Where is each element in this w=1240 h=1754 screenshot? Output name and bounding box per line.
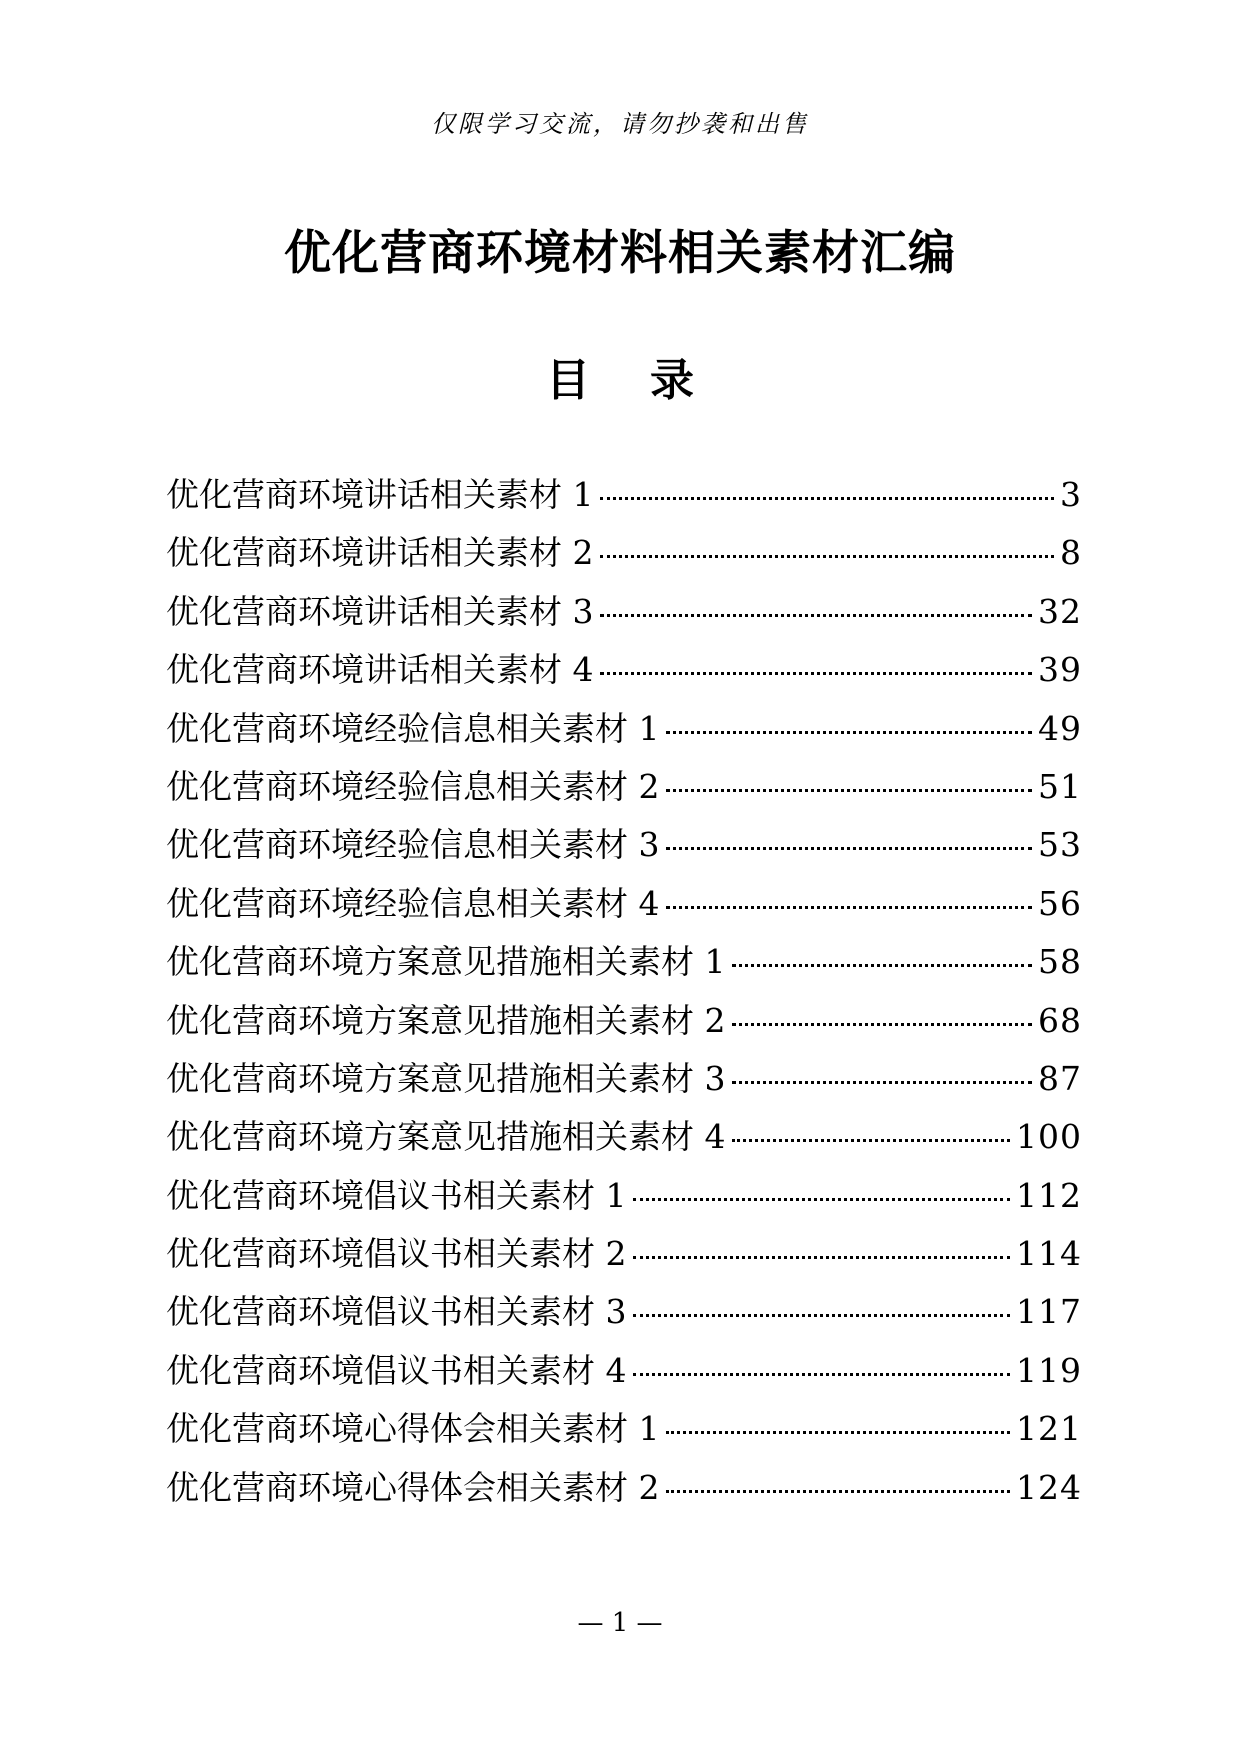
toc-item-page: 68	[1038, 1000, 1082, 1040]
toc-item[interactable]	[166, 933, 1082, 991]
toc-item[interactable]	[166, 641, 1082, 699]
toc-item[interactable]	[166, 992, 1082, 1050]
toc-dot-leader	[633, 1373, 1011, 1376]
toc-dot-leader	[666, 731, 1033, 734]
toc-dot-leader	[600, 672, 1033, 675]
toc-item-page: 39	[1038, 650, 1082, 690]
toc-item-label: 优化营商环境心得体会相关素材 2	[166, 1467, 660, 1507]
header-note: 仅限学习交流，请勿抄袭和出售	[431, 110, 809, 138]
toc-item-label: 优化营商环境倡议书相关素材 4	[166, 1350, 627, 1390]
toc-dot-leader	[732, 1081, 1033, 1084]
toc-dot-leader	[633, 1256, 1011, 1259]
toc-item-label: 优化营商环境倡议书相关素材 1	[166, 1175, 627, 1215]
toc-item[interactable]	[166, 583, 1082, 641]
page-number: — 1 —	[577, 1608, 663, 1638]
toc-dot-leader	[666, 906, 1033, 909]
toc-item[interactable]	[166, 1050, 1082, 1108]
toc-item-page: 87	[1038, 1058, 1082, 1098]
toc-heading-right: 录	[650, 355, 694, 406]
toc-item-label: 优化营商环境方案意见措施相关素材 4	[166, 1117, 726, 1157]
toc-item-label: 优化营商环境方案意见措施相关素材 3	[166, 1058, 726, 1098]
toc-list	[166, 466, 1082, 1517]
toc-item-page: 100	[1016, 1117, 1082, 1157]
toc-item-label: 优化营商环境讲话相关素材 2	[166, 533, 594, 573]
toc-item-page: 56	[1038, 883, 1082, 923]
toc-item-label: 优化营商环境方案意见措施相关素材 2	[166, 1000, 726, 1040]
toc-dot-leader	[732, 1023, 1033, 1026]
toc-item-page: 121	[1016, 1409, 1082, 1449]
toc-dot-leader	[732, 964, 1033, 967]
toc-heading-left: 目	[546, 355, 590, 406]
toc-dot-leader	[666, 789, 1033, 792]
toc-item[interactable]	[166, 1342, 1082, 1400]
toc-dot-leader	[666, 1431, 1011, 1434]
toc-item-page: 51	[1038, 766, 1082, 806]
toc-item-page: 8	[1060, 533, 1082, 573]
toc-item[interactable]	[166, 758, 1082, 816]
document-title: 优化营商环境材料相关素材汇编	[284, 226, 956, 281]
toc-item[interactable]	[166, 1283, 1082, 1341]
toc-item-page: 49	[1038, 708, 1082, 748]
toc-item-page: 124	[1016, 1467, 1082, 1507]
toc-item[interactable]	[166, 1108, 1082, 1166]
toc-item-page: 58	[1038, 942, 1082, 982]
toc-item[interactable]	[166, 524, 1082, 582]
toc-item-label: 优化营商环境方案意见措施相关素材 1	[166, 942, 726, 982]
toc-item-label: 优化营商环境经验信息相关素材 2	[166, 766, 660, 806]
toc-dot-leader	[732, 1139, 1011, 1142]
toc-dot-leader	[666, 847, 1033, 850]
toc-item-label: 优化营商环境讲话相关素材 1	[166, 475, 594, 514]
toc-item-page: 117	[1016, 1292, 1082, 1332]
toc-item-label: 优化营商环境讲话相关素材 3	[166, 591, 594, 631]
toc-item[interactable]	[166, 466, 1082, 524]
toc-item-label: 优化营商环境讲话相关素材 4	[166, 650, 594, 690]
toc-dot-leader	[600, 497, 1055, 500]
toc-item-page: 114	[1016, 1234, 1082, 1274]
toc-item-page: 53	[1038, 825, 1082, 865]
toc-item-page: 3	[1060, 475, 1082, 514]
toc-item-label: 优化营商环境倡议书相关素材 3	[166, 1292, 627, 1332]
toc-item[interactable]	[166, 875, 1082, 933]
toc-item-label: 优化营商环境心得体会相关素材 1	[166, 1409, 660, 1449]
toc-item-label: 优化营商环境经验信息相关素材 3	[166, 825, 660, 865]
toc-item-page: 32	[1038, 591, 1082, 631]
toc-dot-leader	[600, 555, 1055, 558]
toc-heading	[0, 344, 1240, 408]
toc-item[interactable]	[166, 1459, 1082, 1517]
toc-item[interactable]	[166, 700, 1082, 758]
toc-item-label: 优化营商环境经验信息相关素材 1	[166, 708, 660, 748]
toc-item-label: 优化营商环境倡议书相关素材 2	[166, 1234, 627, 1274]
toc-dot-leader	[600, 614, 1033, 617]
toc-item[interactable]	[166, 816, 1082, 874]
toc-item-label: 优化营商环境经验信息相关素材 4	[166, 883, 660, 923]
toc-item-page: 119	[1016, 1350, 1082, 1390]
toc-item[interactable]	[166, 1225, 1082, 1283]
toc-item[interactable]	[166, 1400, 1082, 1458]
toc-item[interactable]	[166, 1167, 1082, 1225]
toc-dot-leader	[633, 1198, 1011, 1201]
toc-dot-leader	[666, 1490, 1011, 1493]
toc-item-page: 112	[1016, 1175, 1082, 1215]
toc-dot-leader	[633, 1314, 1011, 1317]
